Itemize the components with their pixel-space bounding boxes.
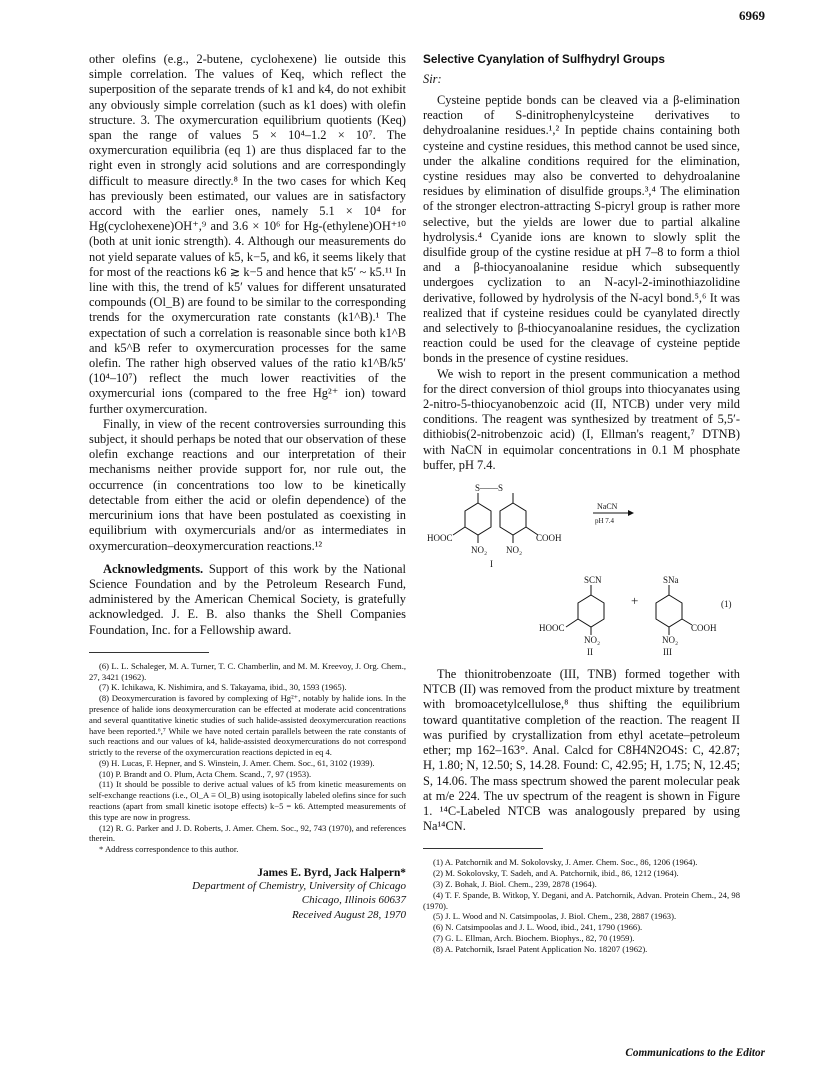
reaction-scheme (423, 481, 740, 655)
footnote: (6) N. Catsimpoolas and J. L. Wood, ibid., 241, 1790 (1966). (433, 922, 643, 933)
footnote: (4) T. F. Spande, B. Witkop, Y. Degani, and A. Patchornik, Advan. Protein Chem., 24, 98 (1970). (423, 889, 740, 911)
acknowledgments (89, 562, 406, 638)
no2-label: NO₂ (506, 545, 523, 556)
left-column (89, 52, 406, 921)
communication-title: Selective Cyanylation of Sulfhydryl Groups (423, 52, 665, 66)
footnote: (2) M. Sokolovsky, T. Sadeh, and A. Patchornik, ibid., 86, 1212 (1964). (433, 868, 679, 879)
sna-label: SNa (663, 575, 679, 586)
condition-label: pH 7.4 (595, 517, 615, 526)
authors: James E. Byrd, Jack Halpern* (257, 867, 406, 880)
affiliation-line-2: Chicago, Illinois 60637 (301, 894, 406, 907)
no2-label: NO₂ (662, 635, 679, 646)
plus-sign: + (631, 593, 639, 609)
reaction-scheme-svg (423, 481, 740, 655)
left-paragraph-1: other olefins (e.g., 2-butene, cyclohexene) lie outside this simple correlation. The values of Keq, which reflect the superposition of the separate trends of k1 and k4, do not exhibit any obviously simple correlation (such as k1 does) with olefin structure. 3. The oxymercuration equilibrium quotients (Keq) span the range of values 5 × 10⁴–1.2 × 10⁷. The oxymercuration equilibria (eq 1) are thus displaced far to the right even in strongly acid solutions and are correspondingly difficult to measure directly.⁸ In the two cases for which Keq has previously been estimated, our values are in satisfactory accord with the earlier ones, namely 5.1 × 10⁴ for Hg(cyclohexene)OH⁺,⁹ and 3.6 × 10⁶ for Hg-(ethylene)OH⁺¹⁰ (both at unit ionic strength). 4. Although our measurements do not yield separate values of k5, k−5, and k6, it seems likely that for most of the reactions k6 ≳ k−5 and hence that k5′ ~ k5.¹¹ In line with this, the trend of k5′ values for different unsaturated compounds (Ol_B) are found to be similar to the corresponding trends for the oxymercuration rate constants (k1^B).¹ The expectation of such a correlation is reasonable since both k1^B and k5^B refer to oxymercuration processes for the same olefin. The rather high observed values of the ratio k1^B/k5′ (10⁴–10⁷) reflect the much lower reactivities of the oxymercurial ions (compared to the free Hg²⁺ ion) toward further oxymercuration. (89, 52, 406, 416)
page-number: 6969 (739, 8, 765, 23)
salutation: Sir: (423, 72, 442, 86)
compound-label-III: III (663, 647, 672, 656)
reagent-label: NaCN (597, 502, 618, 512)
footnote: (1) A. Patchornik and M. Sokolovsky, J. Amer. Chem. Soc., 86, 1206 (1964). (433, 857, 698, 868)
ack-heading: Acknowledgments. (103, 561, 204, 576)
footnote-divider (423, 848, 543, 849)
footnote: (12) R. G. Parker and J. D. Roberts, J. Amer. Chem. Soc., 92, 743 (1970), and references therein. (89, 822, 406, 844)
right-paragraph-1: Cysteine peptide bonds can be cleaved via a β-elimination reaction of S-dinitrophenylcysteine derivatives to dehydroalanine residues.¹,² In peptide chains containing both cysteine and cystine residues, this method cannot be used since, under the alkaline conditions required for the elimination, cystine residues may also be converted to dehydroalanine residues by elimination of disulfide groups.³,⁴ The elimination of the stronger electron-attracting S-picryl group is rather more selective, but the yields are lower due to partial alkaline hydrolysis.⁴ Cyanide ions are known to slowly split the disulfide group of the cystine residue at pH 7–8 to form a thiol and a β-thiocyanoalanine residue which subsequently undergoes cyclization to an N-acyl-2-iminothiazolidine derivative, followed by hydrolysis of the N-acyl bond.⁵,⁶ It was realized that if cysteine residues could be cyanylated directly and selectively to β-thiocyanoalanine residues, the cyclization reaction could be used for the cleavage of cysteine peptide bonds in the presence of cystine residues. (423, 93, 740, 366)
benzene-ring-left (465, 503, 491, 535)
no2-label: NO₂ (471, 545, 488, 556)
compound-label-II: II (587, 647, 593, 656)
right-paragraph-3: The thionitrobenzoate (III, TNB) formed together with NTCB (II) was removed from the product mixture by treatment with bromoacetylcellulose,⁸ thus shifting the equilibrium toward quantitative completion of the reaction. The reagent II was purified by crystallization from ethyl acetate–petroleum ether; mp 162–163°. Anal. Calcd for C8H4N2O4S: C, 42.87; H, 1.80; N, 12.50; S, 14.28. Found: C, 42.95; H, 1.75; N, 12.45; S, 14.06. The mass spectrum showed the parent molecular peak at m/e 224. The uv spectrum of the reagent is shown in Figure 1. ¹⁴C-Labeled NTCB was analogously prepared by using Na¹⁴CN. (423, 667, 741, 834)
right-paragraph-2: We wish to report in the present communication a method for the direct conversion of thiol groups into thiocyanates using 2-nitro-5-thiocyanobenzoic acid (II, NTCB) under very mild conditions. The reagent was synthesized by treatment of 5,5′-dithiobis(2-nitrobenzoic acid) (I, Ellman's reagent,⁷ DTNB) with NaCN in equimolar concentrations in 0.1 M phosphate buffer, pH 7.4. (423, 366, 740, 472)
footnote-divider (89, 652, 209, 653)
ack-text: Support of this work by the National Science Foundation and by the Petroleum Research Fund, administered by the American Chemical Society, is gratefully acknowledged. J. E. B. also thanks the Shell Companies Foundation, Inc. for a Fellowship award. (89, 561, 406, 637)
footnote: (9) H. Lucas, F. Hepner, and S. Winstein, J. Amer. Chem. Soc., 61, 3102 (1939). (99, 757, 375, 768)
footnote: (11) It should be possible to derive actual values of k5 from kinetic measurements on self-exchange reactions (i.e., Ol_A ≡ Ol_B) using isotopically labeled olefins since for such reactions (apart from small kinetic isotope effects) k−5 = k6. Attempted measurements of this type are now in progress. (89, 779, 406, 822)
footnote: (3) Z. Bohak, J. Biol. Chem., 239, 2878 (1964). (433, 878, 597, 889)
footnote: (10) P. Brandt and O. Plum, Acta Chem. Scand., 7, 97 (1953). (99, 768, 312, 779)
footnote: * Address correspondence to this author. (99, 844, 239, 855)
no2-label: NO₂ (584, 635, 601, 646)
compound-label-I: I (490, 559, 493, 570)
right-column (423, 52, 740, 954)
footnote: (7) K. Ichikawa, K. Nishimira, and S. Takayama, ibid., 30, 1593 (1965). (99, 682, 347, 693)
left-paragraph-2: Finally, in view of the recent controversies surrounding this subject, it should perhaps be noted that our observation of these olefin exchange reactions and our interpretation of their mechanisms neither provide support for, nor rule out, the occurrence (in concentrations too low to be kinetically detectable from either the acid or olefin dependence) of the mercurinium ions that have been postulated as coexisting in equilibrium with oxymercurials and/or as intermediates in oxymercuration–deoxymercuration reactions.¹² (89, 416, 406, 553)
footnote: (5) J. L. Wood and N. Catsimpoolas, J. Biol. Chem., 238, 2887 (1963). (433, 911, 677, 922)
received-date: Received August 28, 1970 (291, 909, 406, 922)
page-footer: Communications to the Editor (625, 1047, 765, 1059)
equation-number: (1) (721, 599, 732, 610)
arrow-head (628, 510, 634, 516)
footnote: (7) G. L. Ellman, Arch. Biochem. Biophys., 82, 70 (1959). (433, 932, 635, 943)
footnote: (8) A. Patchornik, Israel Patent Application No. 18207 (1962). (433, 943, 648, 954)
footnote: (6) L. L. Schaleger, M. A. Turner, T. C. Chamberlin, and M. M. Kreevoy, J. Org. Chem., 27, 3421 (1962). (89, 660, 406, 682)
affiliation-line-1: Department of Chemistry, University of Chicago (192, 880, 406, 893)
footnote: (8) Deoxymercuration is favored by complexing of Hg²⁺, notably by halide ions. In the presence of halide ions deoxymercuration can be effected at moderate acid concentrations and several quantitative kinetic studies of such halide-assisted deoxymercuration reactions have been reported.⁶,⁷ While we have noted certain parallels between the rate constants of such reactions and our values of k4, halide-assisted deoxymercurations do not correspond strictly to the reverse of the oxymercuration reactions depicted in eq 4. (89, 693, 406, 758)
scn-label: SCN (584, 575, 602, 586)
disulfide-label: S——S (475, 483, 504, 494)
benzene-ring-product-ii (578, 595, 604, 627)
hooc-label: HOOC (427, 533, 453, 544)
hooc-label: HOOC (539, 623, 565, 634)
cooh-label: COOH (536, 533, 562, 544)
benzene-ring-right (500, 503, 526, 535)
benzene-ring-product-iii (656, 595, 682, 627)
cooh-label: COOH (691, 623, 717, 634)
